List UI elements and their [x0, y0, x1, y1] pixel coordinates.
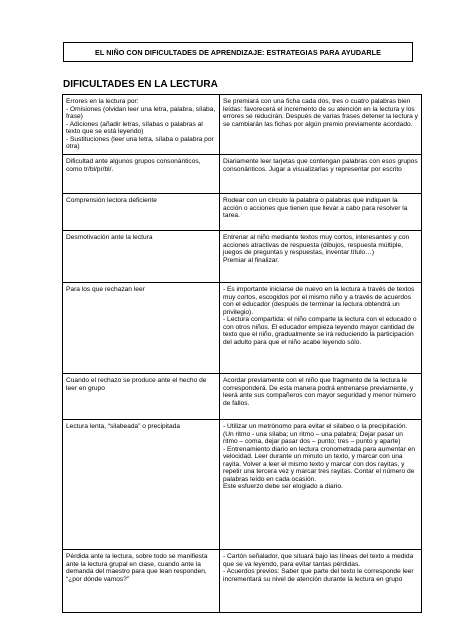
- table-row: [63, 155, 422, 194]
- strategy-cell: [220, 420, 422, 550]
- table-row: [63, 95, 422, 155]
- document-header: [63, 42, 413, 62]
- strategy-cell: [220, 231, 422, 283]
- difficulty-cell: [63, 194, 220, 231]
- document-header-text: EL NIÑO CON DIFICULTADES DE APRENDIZAJE: ESTRATEGIAS PARA AYUDARLE: [95, 47, 381, 57]
- table-row: [63, 194, 422, 231]
- strategy-cell: [220, 194, 422, 231]
- table-row: [63, 231, 422, 283]
- strategy-cell: [220, 95, 422, 155]
- table-row: [63, 374, 422, 420]
- difficulty-text: Para los que rechazan leer: [66, 286, 145, 293]
- strategy-cell: [220, 374, 422, 420]
- difficulty-text: Cuando el rechazo se produce ante el hecho de leer en grupo: [66, 377, 207, 392]
- difficulty-cell: [63, 95, 220, 155]
- difficulties-table: [62, 94, 422, 613]
- strategy-text: - Utilizar un metrónomo para evitar el silabeo o la precipitación. (Un ritmo - una sílaba; un ritmo – una palabra; Dejar pasar un ritmo – coma, dejar pasar dos – punto; tres – punto y aparte) - Entrenamiento diario en lectura cronometrada para aumentar en velocidad. Leer durante un minuto un texto, y marcar con una rayita. Volver a leer el mismo texto y marcar con dos rayitas, y repetir una tercera vez y marcar tres rayitas. Contar el número de palabras leído en cada ocasión. Este esfuerzo debe ser elogiado a diario.: [223, 423, 416, 491]
- section-title: DIFICULTADES EN LA LECTURA: [63, 79, 218, 90]
- table-row: [63, 283, 422, 374]
- difficulty-cell: [63, 550, 220, 613]
- table-row: [63, 550, 422, 613]
- difficulty-cell: [63, 374, 220, 420]
- strategy-text: Acordar previamente con el niño que fragmento de la lectura le corresponderá. De esta manera podrá entrenarse previamente, y leerá ante sus compañeros con mayor seguridad y menor número de fallos.: [223, 377, 416, 407]
- difficulty-cell: [63, 231, 220, 283]
- strategy-cell: [220, 283, 422, 374]
- strategy-cell: [220, 155, 422, 194]
- difficulty-cell: [63, 420, 220, 550]
- table-row: [63, 420, 422, 550]
- difficulty-cell: [63, 283, 220, 374]
- strategy-text: Rodear con un círculo la palabra o palabras que indiquen la acción o acciones que tienen que llevar a cabo para resolver la tarea.: [223, 197, 408, 220]
- strategy-cell: [220, 550, 422, 613]
- strategy-text: - Es importante iniciarse de nuevo en la lectura a través de textos muy cortos, escogidos por el mismo niño y a través de acuerdos con el educador (después de terminar la lectura obtendrá un privilegio). - Lectura compartida: el niño comparte la lectura con el educado o con otros niños. El educador empieza leyendo mayor cantidad de texto que el niño, gradualmente se irá reduciendo la participación del adulto para que el niño acabe leyendo sólo.: [223, 286, 417, 346]
- difficulty-cell: [63, 155, 220, 194]
- strategy-text: Entrenar al niño mediante textos muy cortos, interesantes y con acciones atractivas de respuesta (dibujos, respuesta múltiple, juegos de preguntas y respuestas, inventar título…) Premiar al finalizar.: [223, 234, 410, 264]
- difficulty-text: Desmotivación ante la lectura: [66, 234, 153, 241]
- difficulty-text: Comprensión lectora deficiente: [66, 197, 157, 204]
- difficulty-text: Errores en la lectura por: - Omisiones (olvidan leer una letra, palabra, sílaba, frase) - Adiciones (añadir letras, sílabas o palabras al texto que se está leyendo) - Sustituciones (leer una letra, sílaba o palabra por otra): [66, 98, 216, 151]
- difficulty-text: Lectura lenta, “silabeada” o precipitada: [66, 423, 180, 430]
- strategy-text: - Cartón señalador, que situará bajo las líneas del texto a medida que se va leyendo, para evitar tantas pérdidas. - Acuerdos previos: Saber que parte del texto le corresponde leer incrementará su nivel de atención durante la lectura en grupo: [223, 553, 414, 583]
- strategy-text: Diariamente leer tarjetas que contengan palabras con esos grupos consonánticos. Jugar a visualizarlas y representar por escrito: [223, 158, 418, 173]
- difficulty-text: Pérdida ante la lectura, sobre todo se manifiesta ante la lectura grupal en clase, cuando ante la demanda del maestro para que lean responden, “¿por dónde vamos?”: [66, 553, 208, 583]
- strategy-text: Se premiará con una ficha cada dos, tres o cuatro palabras bien leídas: favorecerá el incremento de su atención en la lectura y los errores se reducirán. Después de varias frases detener la lectura y se cambiarán las fichas por algún premio previamente acordado.: [223, 98, 418, 128]
- difficulty-text: Dificultad ante algunos grupos consonánticos, como tr/bl/pr/bl/.: [66, 158, 201, 173]
